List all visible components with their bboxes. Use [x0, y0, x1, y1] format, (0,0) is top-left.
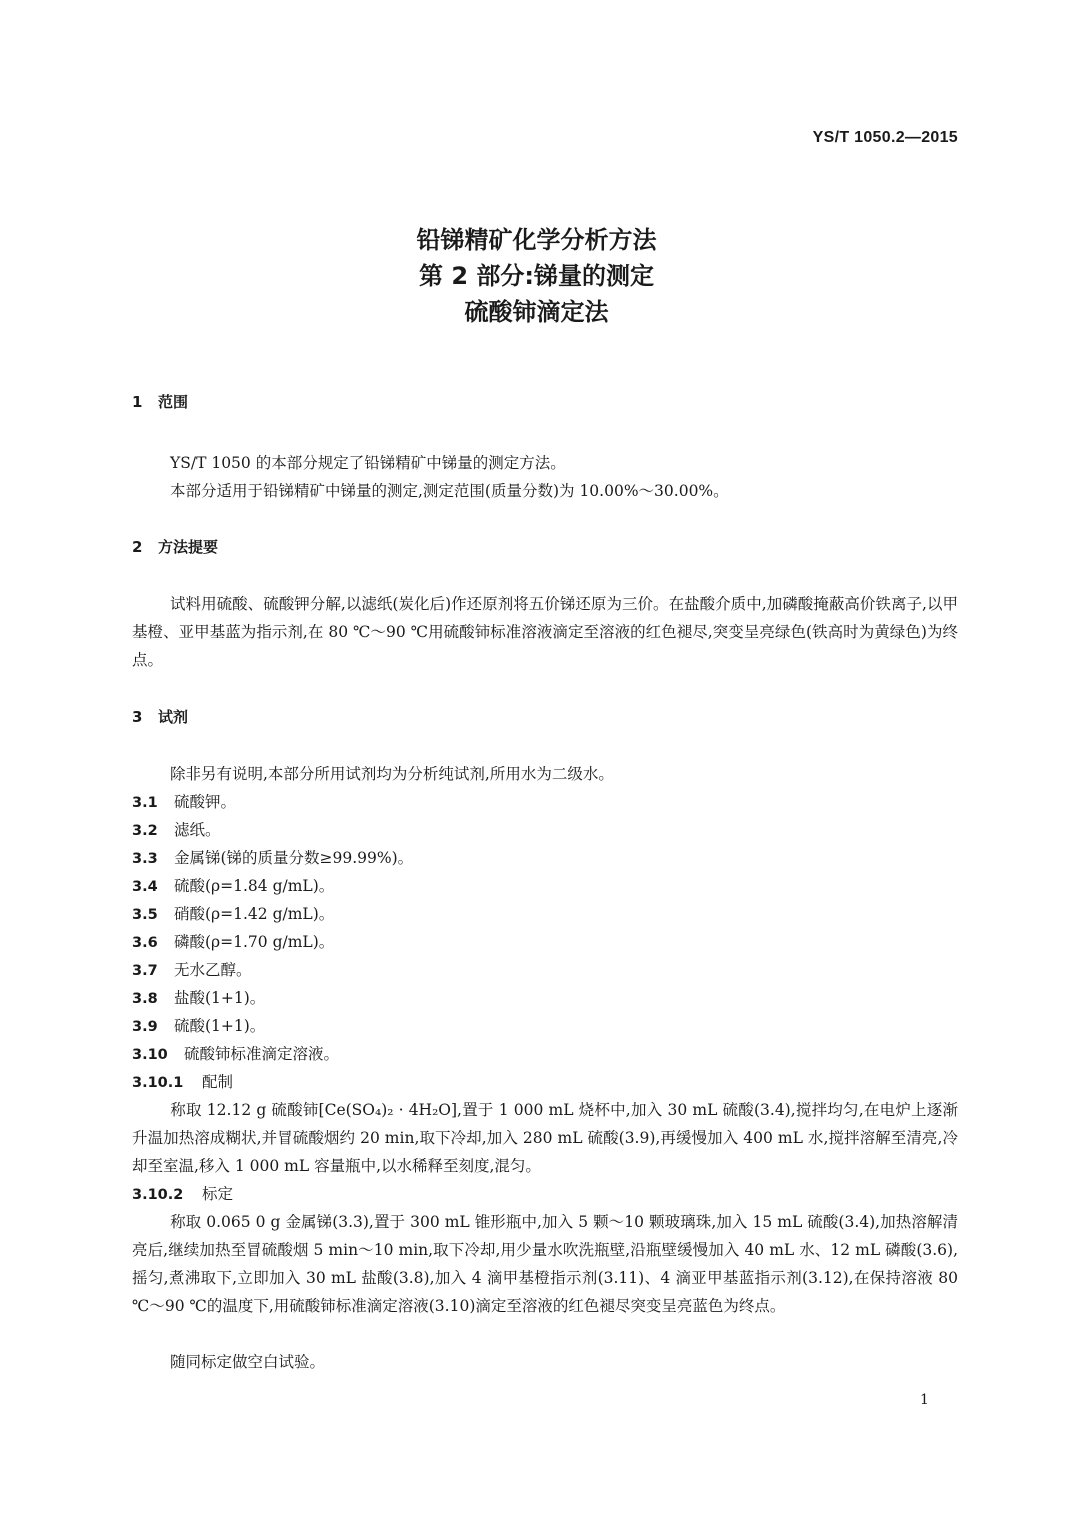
title-line-2: 第 2 部分:锑量的测定: [418, 262, 654, 290]
reagent-item: 3.1 硫酸钾。: [132, 793, 237, 811]
reagent-item: 3.8 盐酸(1+1)。: [132, 989, 266, 1007]
section-title: 方法提要: [158, 538, 219, 556]
reagent-item: 3.4 硫酸(ρ=1.84 g/mL)。: [132, 877, 335, 895]
section-1-paragraph-1: YS/T 1050 的本部分规定了铅锑精矿中锑量的测定方法。: [170, 454, 566, 472]
section-number: 3: [132, 708, 143, 726]
reagent-item: 3.2 滤纸。: [132, 821, 221, 839]
title-line-3: 硫酸铈滴定法: [464, 298, 609, 326]
reagent-item: 3.5 硝酸(ρ=1.42 g/mL)。: [132, 905, 335, 923]
reagent-item: 3.3 金属锑(锑的质量分数≥99.99%)。: [132, 849, 414, 867]
section-title: 范围: [158, 393, 189, 411]
section-3-intro: 除非另有说明,本部分所用试剂均为分析纯试剂,所用水为二级水。: [170, 765, 614, 783]
subsection-3-10-1-text: 称取 12.12 g 硫酸铈[Ce(SO₄)₂ · 4H₂O],置于 1 000 mL 烧杯中,加入 30 mL 硫酸(3.4),搅拌均匀,在电炉上逐渐升温加热溶成糊状,并冒硫酸烟约 20 min,取下冷却,加入 280 mL 硫酸(3.9),再缓慢加入 400 mL 水,搅拌溶解至清亮,冷却至室温,移入 1 000 mL 容量瓶中,以水稀释至刻度,混匀。: [132, 1101, 958, 1175]
section-number: 1: [132, 393, 143, 411]
page-number: 1: [920, 1392, 929, 1408]
reagent-item: 3.7 无水乙醇。: [132, 961, 252, 979]
blank-test-note: 随同标定做空白试验。: [170, 1353, 326, 1371]
section-2-heading: [132, 536, 218, 557]
reagent-item: 3.10 硫酸铈标准滴定溶液。: [132, 1045, 340, 1063]
subsection-3-10-2-heading: 3.10.2 标定: [132, 1185, 234, 1203]
title-line-1: 铅锑精矿化学分析方法: [416, 226, 657, 254]
section-title: 试剂: [158, 708, 189, 726]
reagent-item: 3.6 磷酸(ρ=1.70 g/mL)。: [132, 933, 335, 951]
reagent-item: 3.9 硫酸(1+1)。: [132, 1017, 266, 1035]
section-2-paragraph: 试料用硫酸、硫酸钾分解,以滤纸(炭化后)作还原剂将五价锑还原为三价。在盐酸介质中,加磷酸掩蔽高价铁离子,以甲基橙、亚甲基蓝为指示剂,在 80 ℃～90 ℃用硫酸铈标准溶液滴定至溶液的红色褪尽,突变呈亮绿色(铁高时为黄绿色)为终点。: [132, 595, 958, 669]
subsection-3-10-1-heading: 3.10.1 配制: [132, 1073, 234, 1091]
section-1-heading: [132, 391, 188, 412]
section-number: 2: [132, 538, 143, 556]
section-3-heading: [132, 706, 188, 727]
section-1-paragraph-2: 本部分适用于铅锑精矿中锑量的测定,测定范围(质量分数)为 10.00%～30.00%。: [170, 482, 729, 500]
subsection-3-10-2-text: 称取 0.065 0 g 金属锑(3.3),置于 300 mL 锥形瓶中,加入 5 颗～10 颗玻璃珠,加入 15 mL 硫酸(3.4),加热溶解清亮后,继续加热至冒硫酸烟 5 min～10 min,取下冷却,用少量水吹洗瓶壁,沿瓶壁缓慢加入 40 mL 水、12 mL 磷酸(3.6),摇匀,煮沸取下,立即加入 30 mL 盐酸(3.8),加入 4 滴甲基橙指示剂(3.11)、4 滴亚甲基蓝指示剂(3.12),在保持溶液 80 ℃～90 ℃的温度下,用硫酸铈标准滴定溶液(3.10)滴定至溶液的红色褪尽突变呈亮蓝色为终点。: [132, 1213, 958, 1315]
document-title: [0, 222, 1073, 330]
standard-number: YS/T 1050.2—2015: [812, 129, 958, 146]
